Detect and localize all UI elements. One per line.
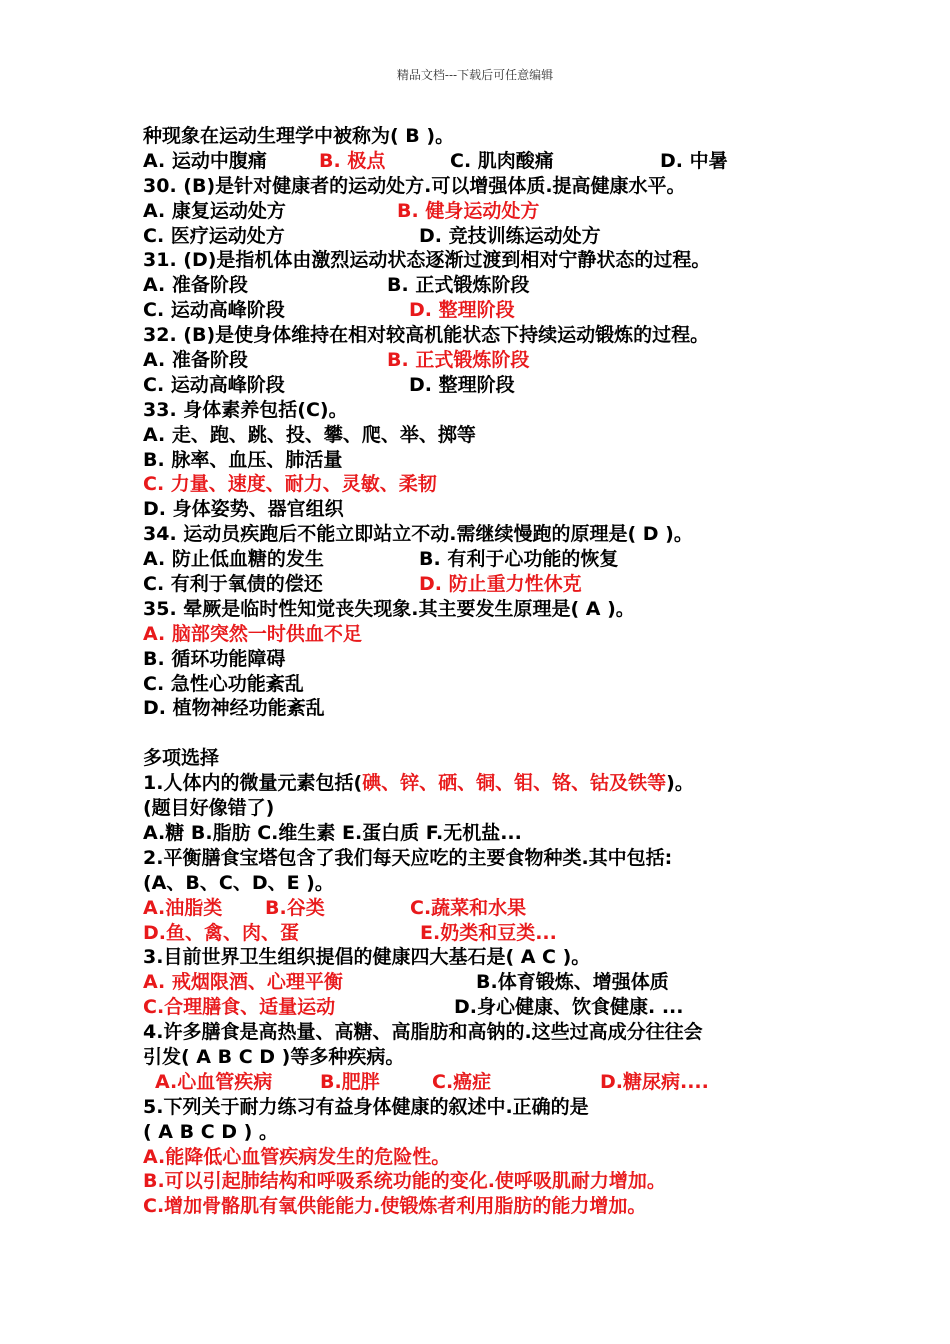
question-line: 35. 晕厥是临时性知觉丧失现象.其主要发生原理是( A )。	[143, 597, 635, 620]
option: A. 走、跑、跳、投、攀、爬、举、掷等	[143, 423, 476, 446]
answer-option: C.合理膳食、适量运动	[143, 996, 336, 1019]
answer-option: D.鱼、禽、肉、蛋	[143, 921, 299, 944]
note-line: (题目好像错了)	[143, 797, 275, 820]
question-line: 34. 运动员疾跑后不能立即站立不动.需继续慢跑的原理是( D )。	[143, 523, 693, 546]
option: A. 防止低血糖的发生	[143, 548, 324, 571]
options-row	[143, 921, 843, 946]
option: D.身心健康、饮食健康. ...	[454, 996, 684, 1019]
option: D. 整理阶段	[409, 373, 515, 396]
option: B. 脉率、血压、肺活量	[143, 448, 343, 471]
option: D. 竞技训练运动处方	[419, 224, 601, 247]
answer-option: C.蔬菜和水果	[410, 896, 527, 919]
answer-option: D. 整理阶段	[409, 299, 515, 322]
option: D. 植物神经功能紊乱	[143, 697, 325, 720]
question-line: 引发( A B C D )等多种疾病。	[143, 1045, 405, 1068]
option: A. 运动中腹痛	[143, 149, 267, 172]
page-header: 精品文档---下载后可任意编辑	[396, 68, 554, 82]
options-row	[143, 348, 843, 373]
question-line: 2.平衡膳食宝塔包含了我们每天应吃的主要食物种类.其中包括:	[143, 846, 673, 869]
options-row	[143, 995, 843, 1020]
question-line: 33. 身体素养包括(C)。	[143, 398, 348, 421]
answer-line: ( A B C D ) 。	[143, 1120, 278, 1143]
answer-option: D. 防止重力性休克	[419, 573, 582, 596]
option: C. 运动高峰阶段	[143, 373, 285, 396]
answer-option: B. 健身运动处方	[397, 199, 540, 222]
option: C. 有利于氧债的偿还	[143, 573, 323, 596]
option: B.体育锻炼、增强体质	[476, 971, 669, 994]
question-line: 5.下列关于耐力练习有益身体健康的叙述中.正确的是	[143, 1095, 589, 1118]
answer-option: B. 正式锻炼阶段	[387, 349, 530, 372]
option: B. 循环功能障碍	[143, 647, 286, 670]
options-row	[143, 896, 843, 921]
options-row	[143, 572, 843, 597]
option: D. 中暑	[660, 149, 728, 172]
answer-line: (A、B、C、D、E )。	[143, 871, 334, 894]
question-text: )。	[666, 772, 694, 795]
answer-option: C.癌症	[432, 1070, 492, 1093]
option: C. 运动高峰阶段	[143, 299, 285, 322]
answer-option: A.心血管疾病	[155, 1070, 273, 1093]
options-row	[143, 273, 843, 298]
question-line	[143, 771, 843, 796]
question-line: 4.许多膳食是高热量、高糖、高脂肪和高钠的.这些过高成分往往会	[143, 1021, 703, 1044]
section-title: 多项选择	[143, 747, 220, 770]
answer-option: B. 极点	[319, 149, 386, 172]
options-row: A.糖 B.脂肪 C.维生素 E.蛋白质 F.无机盐...	[143, 821, 522, 844]
answer-option: A.能降低心血管疾病发生的危险性。	[143, 1145, 451, 1168]
option: A. 康复运动处方	[143, 199, 286, 222]
option: B. 正式锻炼阶段	[387, 274, 530, 297]
option: B. 有利于心功能的恢复	[419, 548, 619, 571]
question-line: 3.目前世界卫生组织提倡的健康四大基石是( A C )。	[143, 946, 591, 969]
answer-text: 碘、锌、硒、铜、钼、铬、钴及铁等	[362, 772, 667, 795]
options-row	[143, 149, 843, 174]
document-body	[143, 124, 843, 1219]
options-row	[143, 970, 843, 995]
answer-option: A. 脑部突然一时供血不足	[143, 622, 362, 645]
option: C. 急性心功能紊乱	[143, 672, 304, 695]
answer-option: A.油脂类	[143, 896, 223, 919]
answer-option: C. 力量、速度、耐力、灵敏、柔韧	[143, 473, 437, 496]
options-row	[143, 373, 843, 398]
question-text: 1.人体内的微量元素包括(	[143, 772, 363, 795]
option: C. 肌肉酸痛	[450, 149, 554, 172]
question-line: 32. (B)是使身体维持在相对较高机能状态下持续运动锻炼的过程。	[143, 324, 710, 347]
options-row	[143, 1070, 843, 1095]
answer-option: D.糖尿病....	[600, 1070, 709, 1093]
answer-option: E.奶类和豆类...	[420, 921, 557, 944]
option: A. 准备阶段	[143, 349, 248, 372]
option: A. 准备阶段	[143, 274, 248, 297]
option: D. 身体姿势、器官组织	[143, 498, 344, 521]
options-row	[143, 224, 843, 249]
options-row	[143, 199, 843, 224]
question-line: 种现象在运动生理学中被称为( B )。	[143, 125, 455, 147]
answer-option: A. 戒烟限酒、心理平衡	[143, 971, 343, 994]
options-row	[143, 298, 843, 323]
answer-option: B.肥胖	[320, 1070, 380, 1093]
answer-option: C.增加骨骼肌有氧供能能力.使锻炼者利用脂肪的能力增加。	[143, 1195, 647, 1218]
question-line: 31. (D)是指机体由激烈运动状态逐渐过渡到相对宁静状态的过程。	[143, 249, 711, 272]
options-row	[143, 547, 843, 572]
answer-option: B.谷类	[265, 896, 325, 919]
answer-option: B.可以引起肺结构和呼吸系统功能的变化.使呼吸肌耐力增加。	[143, 1170, 666, 1193]
option: C. 医疗运动处方	[143, 224, 285, 247]
question-line: 30. (B)是针对健康者的运动处方.可以增强体质.提高健康水平。	[143, 174, 686, 197]
